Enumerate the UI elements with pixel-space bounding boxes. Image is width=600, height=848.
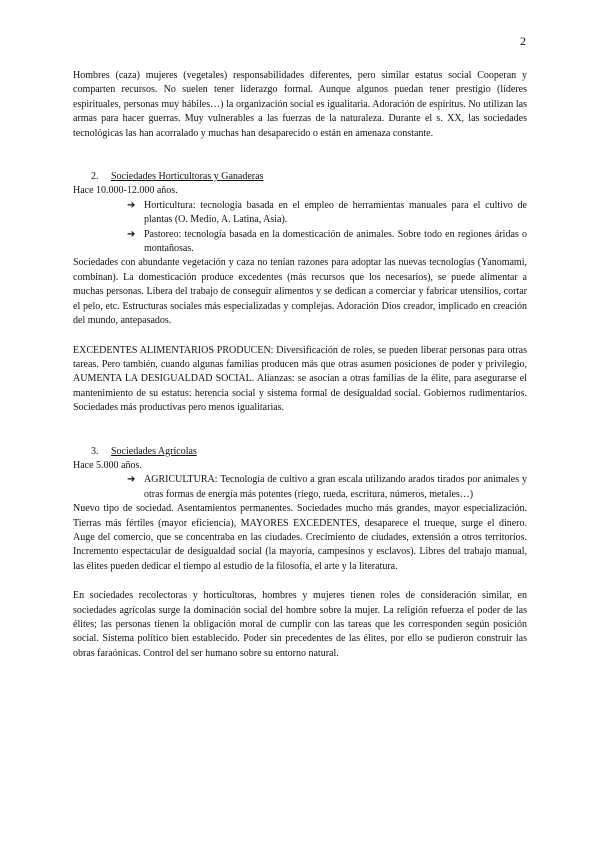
paragraph: EXCEDENTES ALIMENTARIOS PRODUCEN: Diversificación de roles, se pueden liberar personas para otras tareas. Pero también, cuando algunas familias producen más que otras asumen posiciones de poder y privilegio, AUMENTA LA DESIGUALDAD SOCIAL. Alianzas: se asocian a otras familias de la élite, para asegurarse el mantenimiento de su estatus: herencia social y sistema formal de desigualdad social. Gobiernos rudimentarios. Sociedades más productivas pero menos igualitarias. [73, 344, 527, 414]
section-heading-horticultoras [73, 170, 527, 184]
bullet-list [73, 199, 527, 257]
document-body [73, 69, 527, 661]
section-title: Sociedades Agrícolas [111, 445, 197, 457]
section-number: 3. [91, 445, 99, 457]
bullet-item-horticultura [73, 199, 527, 228]
bullet-item-agricultura [73, 473, 527, 502]
section-title: Sociedades Horticultoras y Ganaderas [111, 171, 264, 183]
section-heading-agricolas [73, 445, 527, 459]
paragraph: Nuevo tipo de sociedad. Asentamientos permanentes. Sociedades mucho más grandes, mayor especialización. Tierras más fértiles (mayor eficiencia), MAYORES EXCEDENTES, desaparece el trueque, surge el dinero. Auge del comercio, que se concentraba en las ciudades. Crecimiento de ciudades, extensión a otros territorios. Incremento espectacular de desigualdad social (la mayoría, campesinos y esclavos). Libres del trabajo manual, las élites pueden dedicar el tiempo al estudio de la filosofía, el arte y la literatura. [73, 503, 527, 572]
arrow-icon: ➔ [127, 228, 136, 240]
bullet-text: Horticultura: tecnología basada en el empleo de herramientas manuales para el cultivo de plantas (O. Medio, A. Latina, Asia). [144, 199, 527, 226]
bullet-text: AGRICULTURA: Tecnología de cultivo a gran escala utilizando arados tirados por animales y otras formas de energía más potentes (riego, rueda, escritura, números, metales…) [144, 474, 527, 500]
arrow-icon: ➔ [127, 474, 136, 486]
bullet-list [73, 473, 527, 502]
paragraph: En sociedades recolectoras y horticultoras, hombres y mujeres tienen roles de consideración similar, en sociedades agrícolas surge la dominación social del hombre sobre la mujer. La religión refuerza el poder de las élites; las personas tienen la obligación moral de cumplir con las tareas que les corresponden según posición social. Sistema político bien establecido. Poder sin precedentes de las élites, por ello se pudieron construir las obras faraónicas. Control del ser humano sobre su entorno natural. [73, 590, 527, 659]
section-date: Hace 10.000-12.000 años. [73, 185, 178, 197]
intro-paragraph: Hombres (caza) mujeres (vegetales) responsabilidades diferentes, pero similar estatus social Cooperan y comparten recursos. No suelen tener liderazgo formal. Aunque algunos puedan tener prestigio (líderes espirituales, personas muy hábiles…) la organización social es igualitaria. Adoración de espíritus. No utilizan las armas para hacer guerras. Muy vulnerables a las fuerzas de la naturaleza. Durante el s. XX, las sociedades tecnológicas las han acorralado y muchas han desaparecido o están en amenaza constante. [73, 70, 527, 139]
page-number: 2 [520, 34, 526, 48]
section-date: Hace 5.000 años. [73, 459, 142, 471]
section-number: 2. [91, 171, 99, 183]
bullet-item-pastoreo [73, 228, 527, 257]
arrow-icon: ➔ [127, 199, 136, 211]
bullet-text: Pastoreo: tecnología basada en la domesticación de animales. Sobre todo en regiones áridas o montañosas. [144, 228, 527, 255]
paragraph: Sociedades con abundante vegetación y caza no tenían razones para adoptar las nuevas tecnologías (Yanomami, combinan). La domesticación produce excedentes (más recursos que los necesarios), se puede alimentar a muchas personas. Libera del trabajo de conseguir alimentos y se dedican a comerciar y fabricar utensilios, cortar el pelo, etc. Estructuras sociales más especializadas y complejas. Adoración Dios creador, implicado en creación del mundo, antepasados. [73, 257, 527, 327]
